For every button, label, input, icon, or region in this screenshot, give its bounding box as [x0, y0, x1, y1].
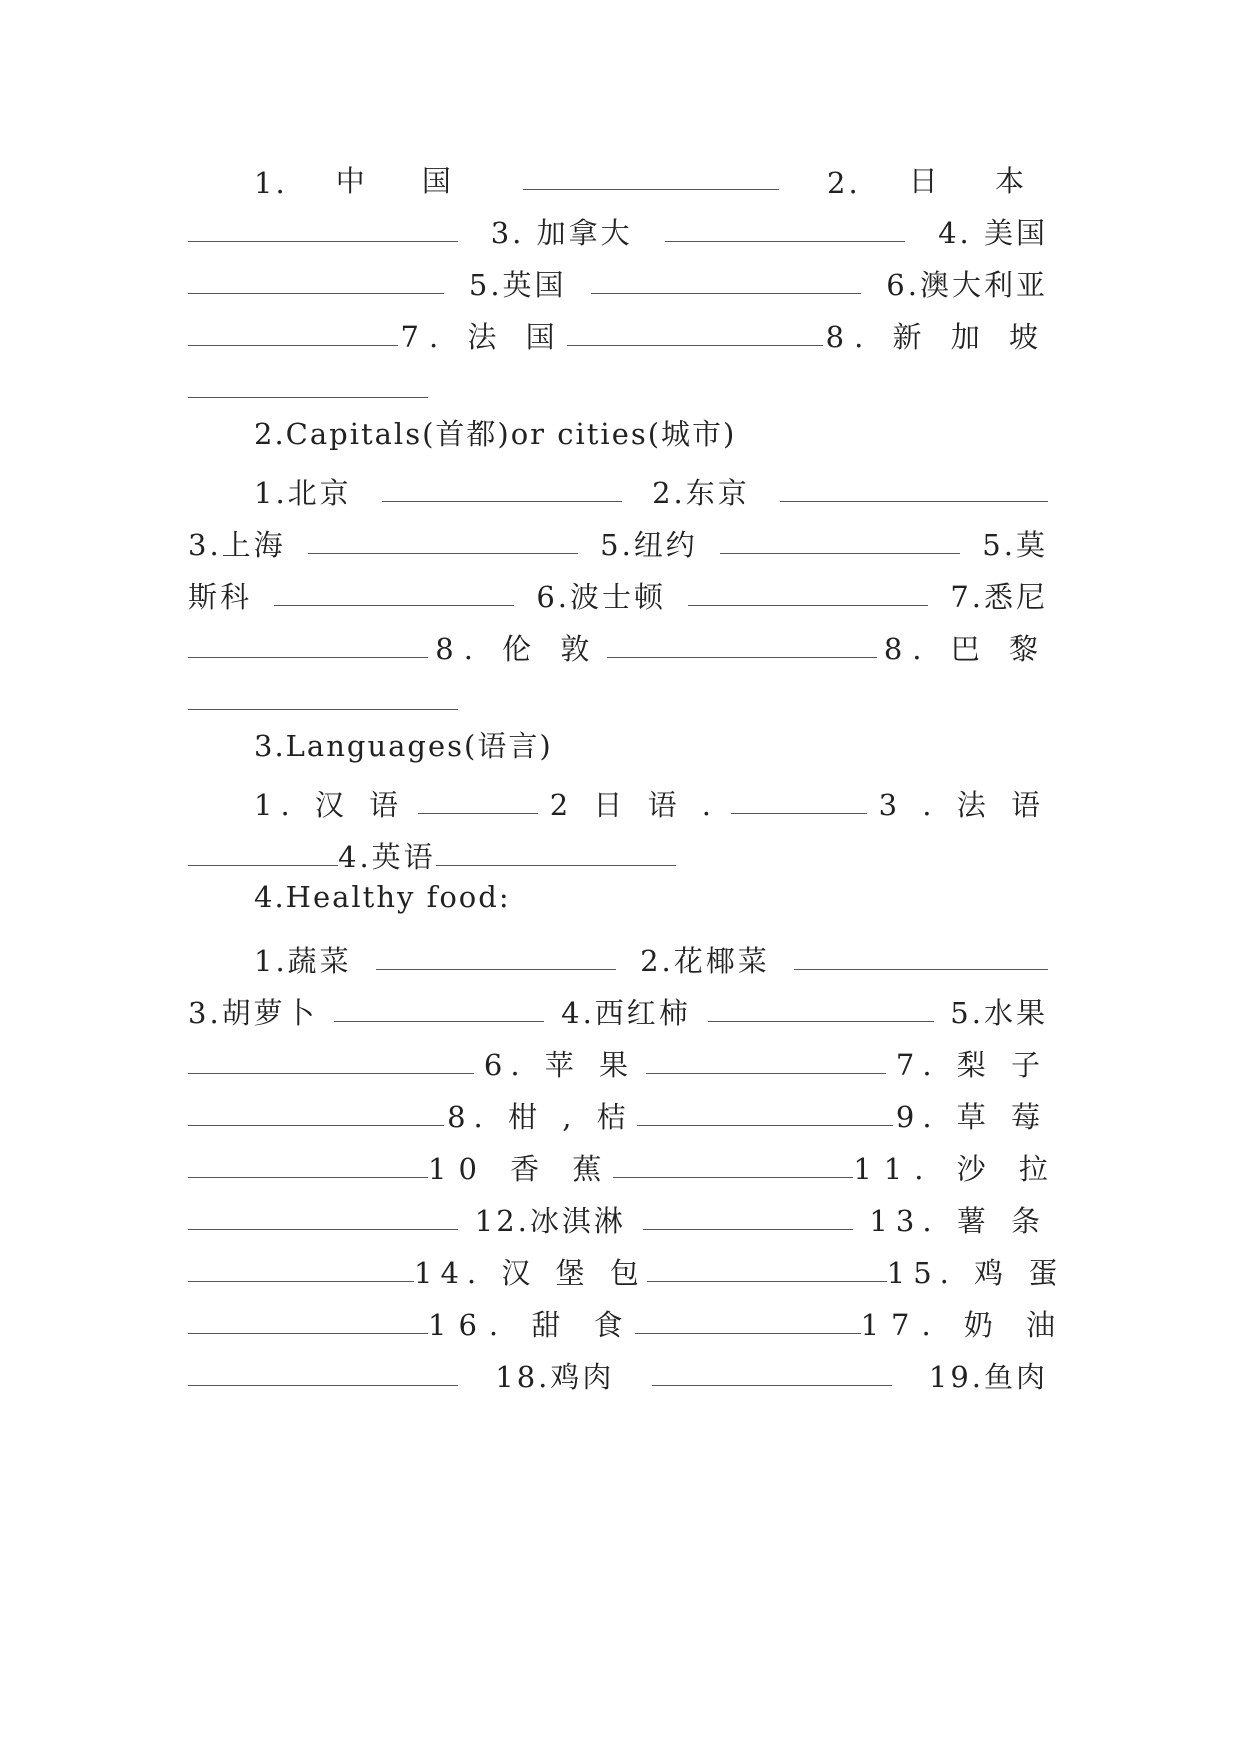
food-row-1 [188, 940, 1048, 980]
item-label: 7.悉尼 [950, 580, 1048, 614]
cities-row-3 [188, 576, 1048, 616]
item-label: 5.纽约 [600, 528, 698, 562]
countries-row-1 [188, 160, 1048, 200]
item-label: 1.蔬菜 [254, 944, 352, 978]
answer-blank[interactable] [188, 1173, 428, 1178]
answer-blank[interactable] [665, 237, 905, 242]
answer-blank[interactable] [188, 705, 458, 710]
answer-blank[interactable] [647, 1277, 887, 1282]
answer-blank[interactable] [720, 549, 960, 554]
item-label: 5.水果 [950, 996, 1048, 1030]
answer-blank[interactable] [613, 1173, 853, 1178]
languages-row-1 [188, 784, 1048, 824]
answer-blank[interactable] [637, 1121, 893, 1126]
item-number: 1. [254, 166, 288, 200]
countries-row-5 [188, 368, 1048, 408]
item-label: 13. 薯 条 [869, 1204, 1048, 1238]
answer-blank[interactable] [274, 601, 514, 606]
item-label: 1. 汉 语 [254, 788, 407, 822]
answer-blank[interactable] [646, 1069, 886, 1074]
item-label: 8. 柑 , 桔 [447, 1100, 634, 1134]
answer-blank[interactable] [188, 341, 398, 346]
answer-blank[interactable] [188, 653, 428, 658]
answer-blank[interactable] [188, 1329, 428, 1334]
section-heading: 3.Languages(语言) [254, 729, 553, 763]
answer-blank[interactable] [567, 341, 823, 346]
cities-row-5 [188, 680, 1048, 720]
section-heading: 2.Capitals(首都)or cities(城市) [254, 417, 737, 451]
item-label: 5.莫 [982, 528, 1048, 562]
answer-blank[interactable] [188, 1381, 458, 1386]
item-label: 11. 沙 拉 [853, 1152, 1060, 1186]
item-label: 6.波士顿 [536, 580, 666, 614]
item-label: 4.英语 [338, 840, 436, 874]
answer-blank[interactable] [688, 601, 928, 606]
cities-row-1 [188, 472, 1048, 512]
item-label: 3. 加拿大 [490, 216, 633, 250]
item-label: 7. 梨 子 [895, 1048, 1048, 1082]
answer-blank[interactable] [708, 1017, 934, 1022]
answer-blank[interactable] [652, 1381, 892, 1386]
item-label: 3 . 法 语 [878, 788, 1048, 822]
food-row-6 [188, 1200, 1048, 1240]
countries-row-3 [188, 264, 1048, 304]
item-label: 6.澳大利亚 [886, 268, 1048, 302]
answer-blank[interactable] [523, 185, 779, 190]
item-label: 5.英国 [468, 268, 567, 302]
answer-blank[interactable] [188, 393, 428, 398]
food-row-9 [188, 1356, 1048, 1396]
item-label: 8. 新 加 坡 [825, 320, 1048, 354]
languages-row-2 [188, 836, 1048, 876]
answer-blank[interactable] [188, 1277, 414, 1282]
answer-blank[interactable] [607, 653, 877, 658]
item-label: 3.上海 [188, 528, 286, 562]
item-label: 12.冰淇淋 [474, 1204, 626, 1238]
answer-blank[interactable] [188, 237, 458, 242]
item-label: 2.花椰菜 [640, 944, 770, 978]
cities-row-4 [188, 628, 1048, 668]
item-label: 4. 美国 [938, 216, 1048, 250]
answer-blank[interactable] [376, 965, 616, 970]
item-label: 日 本 [908, 164, 1048, 198]
food-row-3 [188, 1044, 1048, 1084]
item-label: 15. 鸡 蛋 [886, 1256, 1066, 1290]
food-row-4 [188, 1096, 1048, 1136]
answer-blank[interactable] [794, 965, 1048, 970]
item-label: 6. 苹 果 [483, 1048, 637, 1082]
item-label: 2.东京 [652, 476, 750, 510]
answer-blank[interactable] [334, 1017, 544, 1022]
answer-blank[interactable] [780, 497, 1048, 502]
item-label: 18.鸡肉 [495, 1360, 615, 1394]
countries-row-2 [188, 212, 1048, 252]
answer-blank[interactable] [643, 1225, 853, 1230]
item-label: 8. 巴 黎 [883, 632, 1048, 666]
item-label: 斯科 [188, 580, 253, 614]
answer-blank[interactable] [382, 497, 622, 502]
answer-blank[interactable] [188, 289, 444, 294]
answer-blank[interactable] [188, 1069, 474, 1074]
answer-blank[interactable] [188, 861, 338, 866]
answer-blank[interactable] [591, 289, 861, 294]
item-label: 中 国 [335, 164, 475, 198]
food-row-5 [188, 1148, 1060, 1188]
item-label: 9. 草 莓 [895, 1100, 1048, 1134]
food-row-8 [188, 1304, 1068, 1344]
answer-blank[interactable] [188, 1121, 444, 1126]
item-label: 2 日 语 . [549, 788, 720, 822]
answer-blank[interactable] [436, 861, 676, 866]
item-label: 3.胡萝卜 [188, 996, 318, 1030]
item-label: 1.北京 [254, 476, 352, 510]
answer-blank[interactable] [308, 549, 578, 554]
food-row-2 [188, 992, 1048, 1032]
answer-blank[interactable] [635, 1329, 861, 1334]
food-row-7 [188, 1252, 1066, 1292]
answer-blank[interactable] [418, 809, 538, 814]
item-label: 4.西红柿 [561, 996, 691, 1030]
item-label: 19.鱼肉 [928, 1360, 1048, 1394]
cities-row-2 [188, 524, 1048, 564]
answer-blank[interactable] [731, 809, 867, 814]
item-label: 16. 甜 食 [428, 1308, 635, 1342]
item-label: 14. 汉 堡 包 [414, 1256, 647, 1290]
answer-blank[interactable] [188, 1225, 458, 1230]
item-label: 8. 伦 敦 [435, 632, 600, 666]
item-label: 17. 奶 油 [860, 1308, 1068, 1342]
item-label: 7. 法 国 [400, 320, 565, 354]
section-heading: 4.Healthy food: [254, 880, 511, 914]
item-number: 2. [827, 166, 861, 200]
countries-row-4 [188, 316, 1048, 356]
item-label: 10 香 蕉 [428, 1152, 614, 1186]
